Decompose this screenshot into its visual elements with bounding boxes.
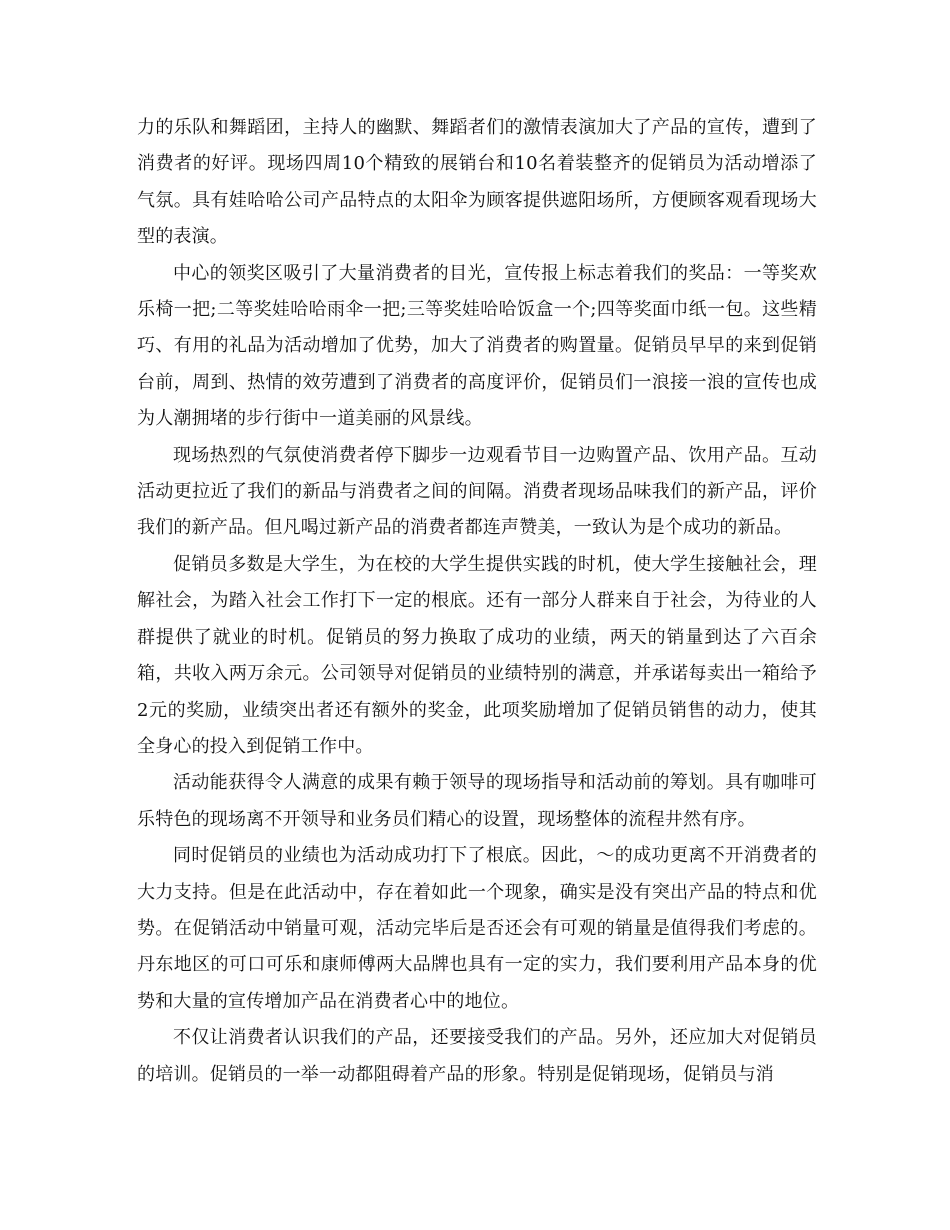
paragraph-5: 活动能获得令人满意的成果有赖于领导的现场指导和活动前的筹划。具有咖啡可乐特色的现场离不开领导和业务员们精心的设置，现场整体的流程井然有序。 — [137, 772, 817, 830]
paragraph-7: 不仅让消费者认识我们的产品，还要接受我们的产品。另外，还应加大对促销员的培训。促销员的一举一动都阻碍着产品的形象。特别是促销现场，促销员与消 — [137, 1027, 817, 1085]
paragraph-4: 促销员多数是大学生，为在校的大学生提供实践的时机，使大学生接触社会，理解社会，为踏入社会工作打下一定的根底。还有一部分人群来自于社会，为待业的人群提供了就业的时机。促销员的努力换取了成功的业绩，两天的销量到达了六百余箱，共收入两万余元。公司领导对促销员的业绩特别的满意，并承诺每卖出一箱给予2元的奖励，业绩突出者还有额外的奖金，此项奖励增加了促销员销售的动力，使其全身心的投入到促销工作中。 — [137, 553, 817, 757]
paragraph-2: 中心的领奖区吸引了大量消费者的目光，宣传报上标志着我们的奖品：一等奖欢乐椅一把;二等奖娃哈哈雨伞一把;三等奖娃哈哈饭盒一个;四等奖面巾纸一包。这些精巧、有用的礼品为活动增加了优势，加大了消费者的购置量。促销员早早的来到促销台前，周到、热情的效劳遭到了消费者的高度评价，促销员们一浪接一浪的宣传也成为人潮拥堵的步行街中一道美丽的风景线。 — [137, 262, 817, 430]
paragraph-1: 力的乐队和舞蹈团，主持人的幽默、舞蹈者们的激情表演加大了产品的宣传，遭到了消费者的好评。现场四周10个精致的展销台和10名着装整齐的促销员为活动增添了气氛。具有娃哈哈公司产品特点的太阳伞为顾客提供遮阳场所，方便顾客观看现场大型的表演。 — [137, 117, 817, 248]
paragraph-3: 现场热烈的气氛使消费者停下脚步一边观看节目一边购置产品、饮用产品。互动活动更拉近了我们的新品与消费者之间的间隔。消费者现场品味我们的新产品，评价我们的新产品。但凡喝过新产品的消费者都连声赞美，一致认为是个成功的新品。 — [137, 444, 817, 539]
paragraph-6: 同时促销员的业绩也为活动成功打下了根底。因此，～的成功更离不开消费者的大力支持。但是在此活动中，存在着如此一个现象，确实是没有突出产品的特点和优势。在促销活动中销量可观，活动完毕后是否还会有可观的销量是值得我们考虑的。丹东地区的可口可乐和康师傅两大品牌也具有一定的实力，我们要利用产品本身的优势和大量的宣传增加产品在消费者心中的地位。 — [137, 845, 817, 1012]
document-body — [137, 110, 817, 1093]
